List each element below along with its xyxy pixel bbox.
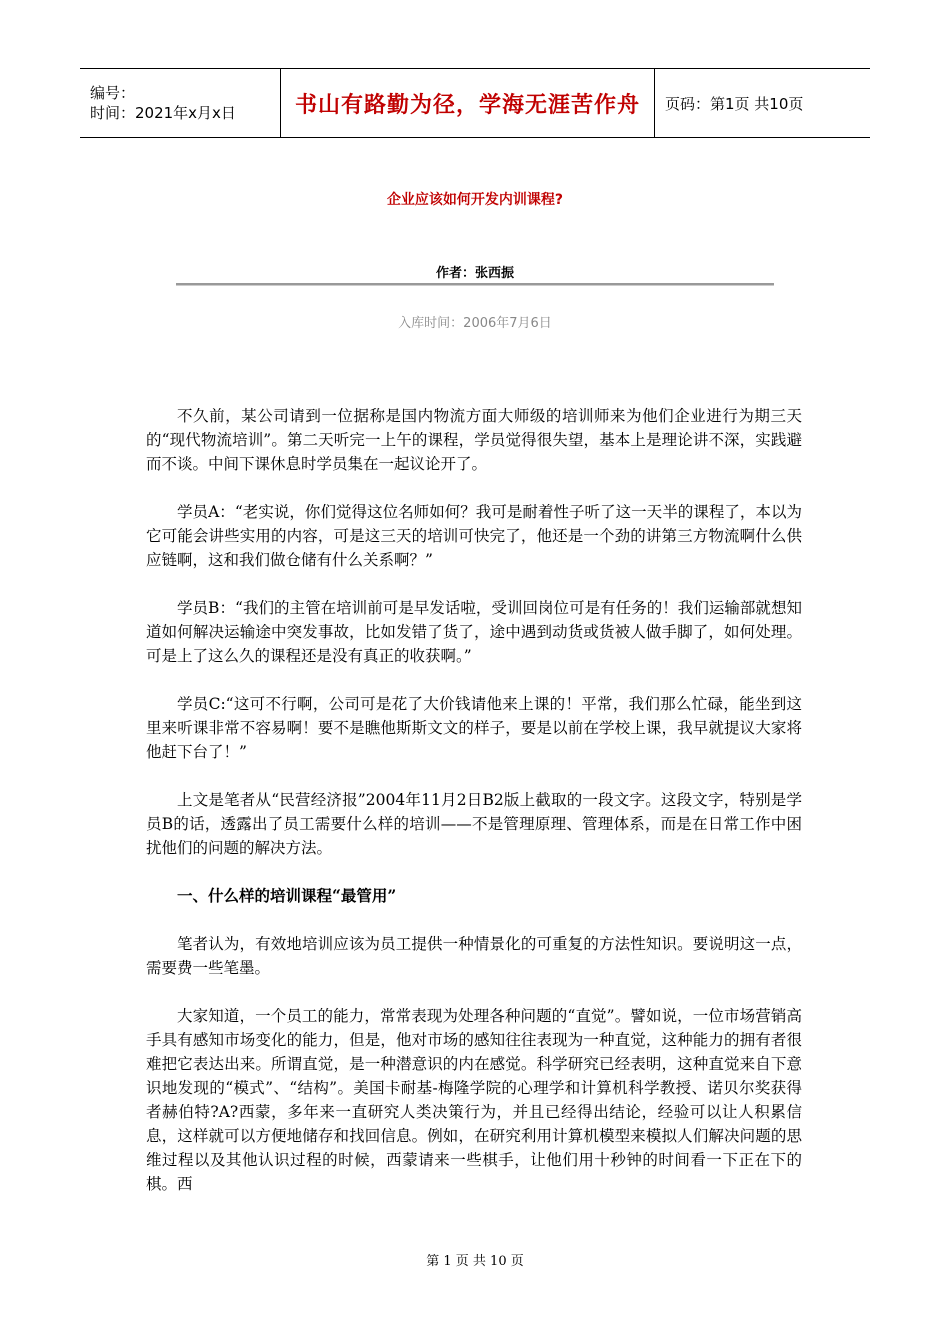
paragraph: 大家知道，一个员工的能力，常常表现为处理各种问题的“直觉”。譬如说，一位市场营销高手具有感知市场变化的能力，但是，他对市场的感知往往表现为一种直觉，这种能力的拥有者很难把它表达出来。所谓直觉，是一种潜意识的内在感觉。科学研究已经表明，这种直觉来自下意识地发现的“模式”、“结构”。美国卡耐基-梅隆学院的心理学和计算机科学教授、诺贝尔奖获得者赫伯特?A?西蒙，多年来一直研究人类决策行为，并且已经得出结论，经验可以让人积累信息，这样就可以方便地储存和找回信息。例如，在研究利用计算机模型来模拟人们解决问题的思维过程以及其他认识过程的时候，西蒙请来一些棋手，让他们用十秒钟的时间看一下正在下的棋。西 <box>146 1007 802 1193</box>
title-divider <box>176 283 774 286</box>
article-body <box>146 404 802 1220</box>
page-footer: 第 1 页 共 10 页 <box>426 1254 524 1269</box>
header-page-cell <box>655 69 870 137</box>
header-table <box>80 68 870 138</box>
header-page-number: 页码：第1页 共10页 <box>665 94 804 113</box>
article-title: 企业应该如何开发内训课程? <box>386 192 564 208</box>
header-left-cell <box>80 69 280 137</box>
document-number-label: 编号： <box>90 84 136 102</box>
section-heading: 一、什么样的培训课程“最管用” <box>177 886 397 905</box>
document-time-label: 时间：2021年x月x日 <box>90 104 236 122</box>
article-date: 入库时间：2006年7月6日 <box>398 316 552 331</box>
paragraph: 学员C:“这可不行啊，公司可是花了大价钱请他来上课的！平常，我们那么忙碌，能坐到这里来听课非常不容易啊！要不是瞧他斯斯文文的样子，要是以前在学校上课，我早就提议大家将他赶下台了！” <box>146 695 802 761</box>
header-motto-cell <box>280 69 655 137</box>
paragraph: 笔者认为，有效地培训应该为员工提供一种情景化的可重复的方法性知识。要说明这一点，需要费一些笔墨。 <box>146 935 802 977</box>
paragraph: 上文是笔者从“民营经济报”2004年11月2日B2版上截取的一段文字。这段文字，特别是学员B的话，透露出了员工需要什么样的培训——不是管理原理、管理体系，而是在日常工作中困扰他们的问题的解决方法。 <box>146 791 802 857</box>
article-author: 作者：张西振 <box>435 266 514 281</box>
paragraph: 不久前，某公司请到一位据称是国内物流方面大师级的培训师来为他们企业进行为期三天的“现代物流培训”。第二天听完一上午的课程，学员觉得很失望，基本上是理论讲不深，实践避而不谈。中间下课休息时学员集在一起议论开了。 <box>146 407 802 473</box>
paragraph: 学员A：“老实说，你们觉得这位名师如何？我可是耐着性子听了这一天半的课程了，本以为它可能会讲些实用的内容，可是这三天的培训可快完了，他还是一个劲的讲第三方物流啊什么供应链啊，这和我们做仓储有什么关系啊？” <box>146 503 802 569</box>
paragraph: 学员B：“我们的主管在培训前可是早发话啦，受训回岗位可是有任务的！我们运输部就想知道如何解决运输途中突发事故，比如发错了货了，途中遇到动货或货被人做手脚了，如何处理。可是上了这么久的课程还是没有真正的收获啊。” <box>146 599 802 665</box>
header-motto: 书山有路勤为径，学海无涯苦作舟 <box>294 92 640 118</box>
